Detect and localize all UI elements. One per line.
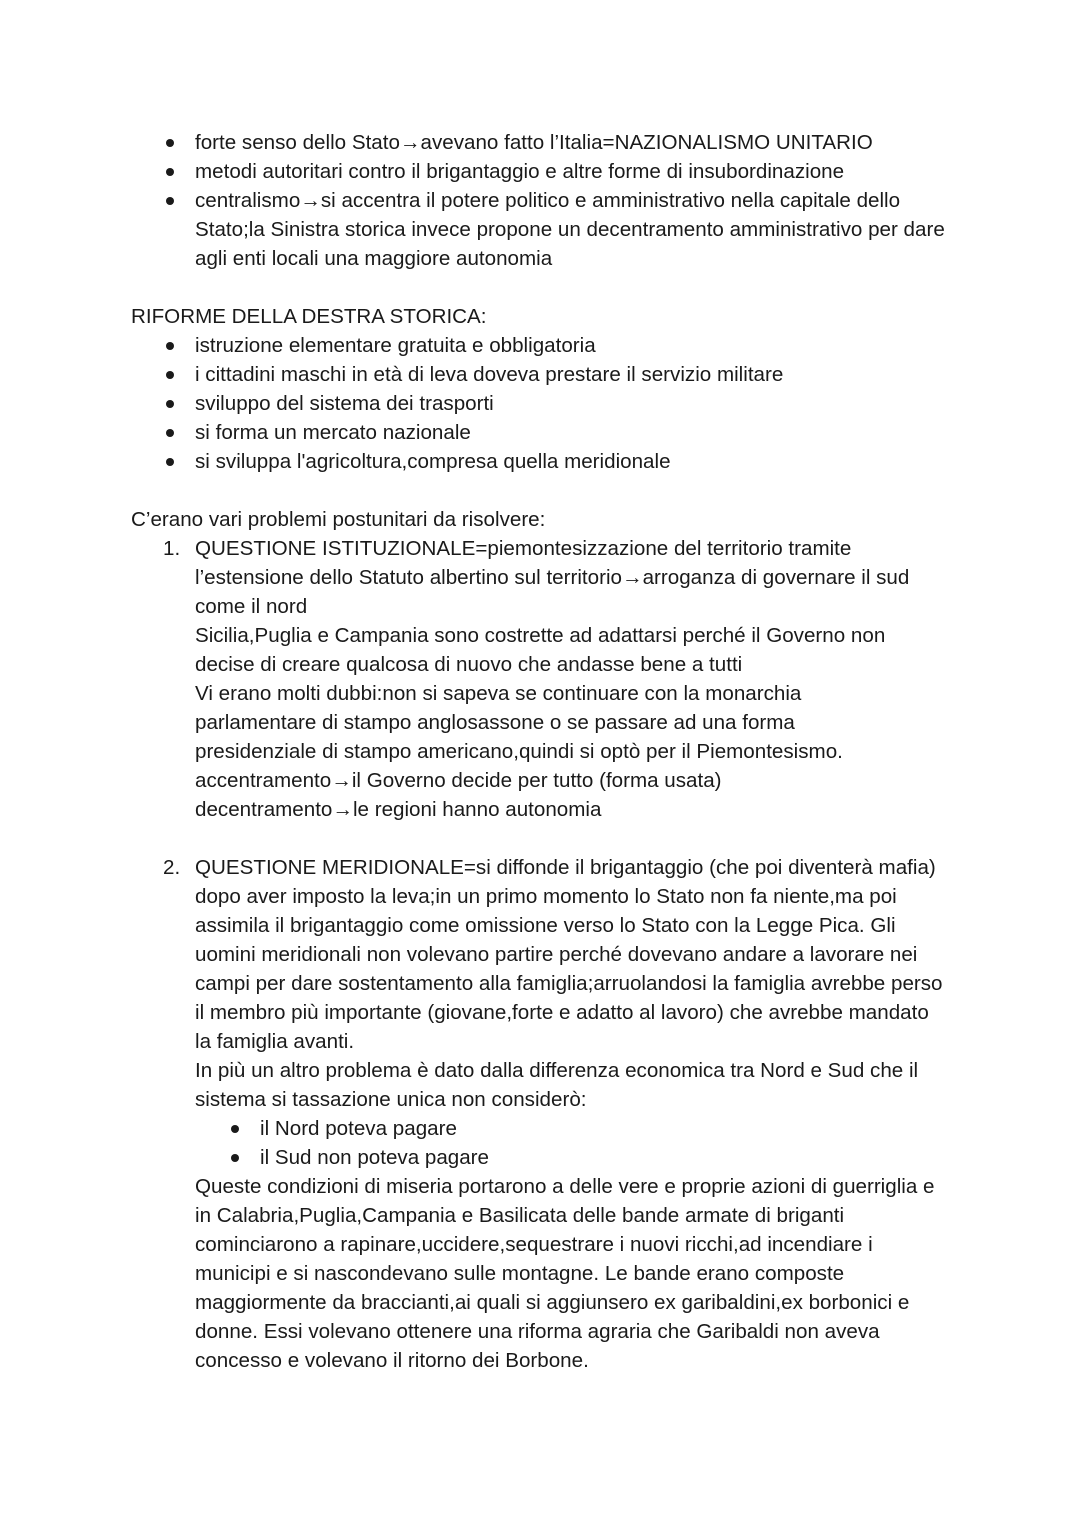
question-istituzionale [163, 534, 955, 824]
list-number: 2. [163, 856, 181, 879]
list-item: si sviluppa l'agricoltura,compresa quella meridionale [195, 447, 1080, 476]
problems-intro: C’erano vari problemi postunitari da risolvere: [131, 508, 546, 531]
list-item: istruzione elementare gratuita e obbligatoria [195, 331, 1080, 360]
paragraph: QUESTIONE ISTITUZIONALE=piemontesizzazione del territorio tramite l’estensione dello Statuto albertino sul territorio→arroganza di governare il sud come il nord [195, 537, 910, 618]
paragraph: QUESTIONE MERIDIONALE=si diffonde il brigantaggio (che poi diventerà mafia) dopo aver imposto la leva;in un primo momento lo Stato non fa niente,ma poi assimila il brigantaggio come omissione verso lo Stato con la Legge Pica. Gli uomini meridionali non volevano partire perché dovevano andare a lavorare nei campi per dare sostentamento alla famiglia;arruolandosi la famiglia avrebbe perso il membro più importante (giovane,forte e adatto al lavoro) che avrebbe mandato la famiglia avanti. [195, 856, 943, 1053]
bullet-icon [231, 1125, 239, 1133]
document-page [0, 128, 1080, 1375]
bullet-icon [166, 342, 174, 350]
bullet-icon [166, 400, 174, 408]
list-item: il Nord poteva pagare [260, 1114, 955, 1143]
bullet-icon [166, 429, 174, 437]
bullet-icon [166, 139, 174, 147]
list-item: si forma un mercato nazionale [195, 418, 1080, 447]
sub-bullet-list [260, 1114, 955, 1172]
bullet-icon [231, 1154, 239, 1162]
paragraph: Sicilia,Puglia e Campania sono costrette ad adattarsi perché il Governo non decise di creare qualcosa di nuovo che andasse bene a tutti [195, 624, 886, 676]
bullet-icon [166, 197, 174, 205]
paragraph: accentramento→il Governo decide per tutto (forma usata) [195, 769, 722, 792]
bullet-icon [166, 458, 174, 466]
paragraph: In più un altro problema è dato dalla differenza economica tra Nord e Sud che il sistema si tassazione unica non considerò: [195, 1059, 919, 1111]
paragraph: decentramento→le regioni hanno autonomia [195, 798, 602, 821]
bullet-icon [166, 371, 174, 379]
top-bullet-list [0, 128, 1080, 273]
list-item: forte senso dello Stato→avevano fatto l’Italia=NAZIONALISMO UNITARIO [195, 128, 1080, 157]
bullet-icon [166, 168, 174, 176]
list-item: metodi autoritari contro il brigantaggio e altre forme di insubordinazione [195, 157, 1080, 186]
question-meridionale [163, 853, 955, 1375]
list-number: 1. [163, 537, 181, 560]
paragraph: Queste condizioni di miseria portarono a delle vere e proprie azioni di guerriglia e in Calabria,Puglia,Campania e Basilicata delle bande armate di briganti cominciarono a rapinare,uccidere,sequestrare i nuovi ricchi,ad incendiare i municipi e si nascondevano sulle montagne. Le bande erano composte maggiormente da braccianti,ai quali si aggiunsero ex garibaldini,ex borbonici e donne. Essi volevano ottenere una riforma agraria che Garibaldi non aveva concesso e volevano il ritorno dei Borbone. [195, 1175, 935, 1372]
list-item: il Sud non poteva pagare [260, 1143, 955, 1172]
reforms-heading: RIFORME DELLA DESTRA STORICA: [131, 305, 487, 328]
list-item: i cittadini maschi in età di leva doveva prestare il servizio militare [195, 360, 1080, 389]
reforms-list [0, 331, 1080, 476]
list-item: centralismo→si accentra il potere politico e amministrativo nella capitale dello Stato;la Sinistra storica invece propone un decentramento amministrativo per dare agli enti locali una maggiore autonomia [195, 186, 1080, 273]
list-item: sviluppo del sistema dei trasporti [195, 389, 1080, 418]
paragraph: Vi erano molti dubbi:non si sapeva se continuare con la monarchia parlamentare di stampo anglosassone o se passare ad una forma presidenziale di stampo americano,quindi si optò per il Piemontesismo. [195, 682, 843, 763]
